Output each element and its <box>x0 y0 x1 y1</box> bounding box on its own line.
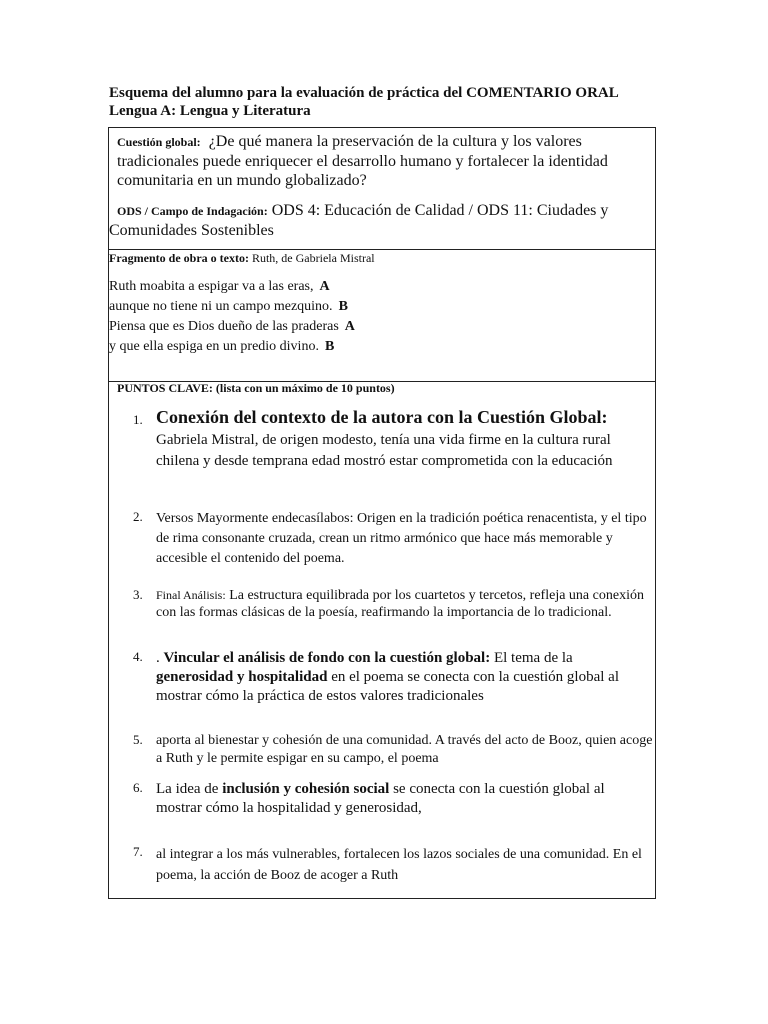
ods-text-2: Comunidades Sostenibles <box>109 222 274 239</box>
key-point-4 <box>133 649 653 706</box>
key-point-5 <box>133 732 653 768</box>
key-point-7 <box>133 844 653 886</box>
key-point-3 <box>133 587 653 621</box>
key-point-text: El tema de la <box>490 650 573 666</box>
poem-verse: Piensa que es Dios dueño de las praderas <box>109 319 339 334</box>
key-point-text: Versos Mayormente endecasílabos: Origen en la tradición poética renacentista, y el tipo de rima consonante cruzada, crean un ritmo armónico que hace más memorable y accesible el contenido del poema. <box>156 511 647 566</box>
key-point-2 <box>133 509 653 569</box>
key-point-body <box>156 780 653 818</box>
fragment-box <box>108 249 656 382</box>
key-point-text: La idea de <box>156 781 223 797</box>
key-point-number: 4. <box>133 649 143 664</box>
rhyme-mark: B <box>338 299 348 314</box>
key-point-text: La estructura equilibrada por los cuartetos y tercetos, refleja una conexión con las formas clásicas de la poesía, reafirmando la importancia de lo tradicional. <box>156 588 644 620</box>
key-point-label: Final Análisis: <box>156 588 226 602</box>
poem-line <box>109 317 355 337</box>
key-point-1 <box>133 407 653 472</box>
key-point-text: se conecta con la cuestión global al mostrar cómo la hospitalidad y generosidad, <box>156 781 605 816</box>
fragment-header <box>109 251 375 266</box>
global-question-label: Cuestión global: <box>117 135 201 149</box>
key-point-title: Conexión del contexto de la autora con la Cuestión Global: <box>156 407 608 427</box>
ods-text-1: ODS 4: Educación de Calidad / ODS 11: Ciudades y <box>271 202 609 219</box>
key-point-bold: Vincular el análisis de fondo con la cuestión global: <box>163 650 491 666</box>
global-question-text: ¿De qué manera la preservación de la cultura y los valores tradicionales puede enriquecer el desarrollo humano y fortalecer la identidad comunitaria en un mundo globalizado? <box>117 133 608 189</box>
key-point-body <box>156 649 653 706</box>
key-point-number: 7. <box>133 844 143 859</box>
poem-line <box>109 337 355 357</box>
key-point-text: en el poema se conecta con la cuestión global al mostrar cómo la práctica de estos valores tradicionales <box>156 669 620 704</box>
poem <box>109 277 355 357</box>
rhyme-mark: B <box>324 339 335 354</box>
poem-line <box>109 277 355 297</box>
fragment-value: Ruth, de Gabriela Mistral <box>251 251 375 265</box>
document-heading <box>109 84 669 120</box>
key-point-text: al integrar a los más vulnerables, fortalecen los lazos sociales de una comunidad. En el poema, la acción de Booz de acoger a Ruth <box>156 847 642 883</box>
poem-verse: y que ella espiga en un predio divino. <box>109 339 319 354</box>
rhyme-mark: A <box>319 279 330 294</box>
key-point-number: 2. <box>133 509 143 524</box>
key-points-label: PUNTOS CLAVE: (lista con un máximo de 10 puntos) <box>117 381 395 395</box>
fragment-label: Fragmento de obra o texto: <box>109 251 249 265</box>
ods-section <box>109 201 649 240</box>
global-question-box <box>108 127 656 250</box>
key-point-number: 5. <box>133 732 143 747</box>
global-question <box>117 132 637 190</box>
key-point-number: 6. <box>133 780 143 795</box>
key-point-prefix: . <box>156 650 164 666</box>
key-point-text: Gabriela Mistral, de origen modesto, tenía una vida firme en la cultura rural chilena y desde temprana edad mostró estar comprometida con la educación <box>156 432 613 469</box>
rhyme-mark: A <box>344 319 355 334</box>
poem-verse: aunque no tiene ni un campo mezquino. <box>109 299 333 314</box>
heading-line-2: Lengua A: Lengua y Literatura <box>109 103 311 119</box>
key-point-number: 3. <box>133 587 143 602</box>
key-point-number: 1. <box>133 412 143 427</box>
key-point-body <box>156 407 653 472</box>
poem-line <box>109 297 355 317</box>
key-point-6 <box>133 780 653 818</box>
key-point-bold: generosidad y hospitalidad <box>156 669 328 685</box>
heading-line-1: Esquema del alumno para la evaluación de práctica del COMENTARIO ORAL <box>109 85 619 101</box>
poem-verse: Ruth moabita a espigar va a las eras, <box>109 279 314 294</box>
key-points-box <box>108 381 656 899</box>
key-point-text: aporta al bienestar y cohesión de una comunidad. A través del acto de Booz, quien acoge a Ruth y le permite espigar en su campo, el poema <box>156 733 653 766</box>
key-point-bold: inclusión y cohesión social <box>222 781 390 797</box>
key-point-body <box>156 587 653 621</box>
ods-label: ODS / Campo de Indagación: <box>117 204 268 218</box>
